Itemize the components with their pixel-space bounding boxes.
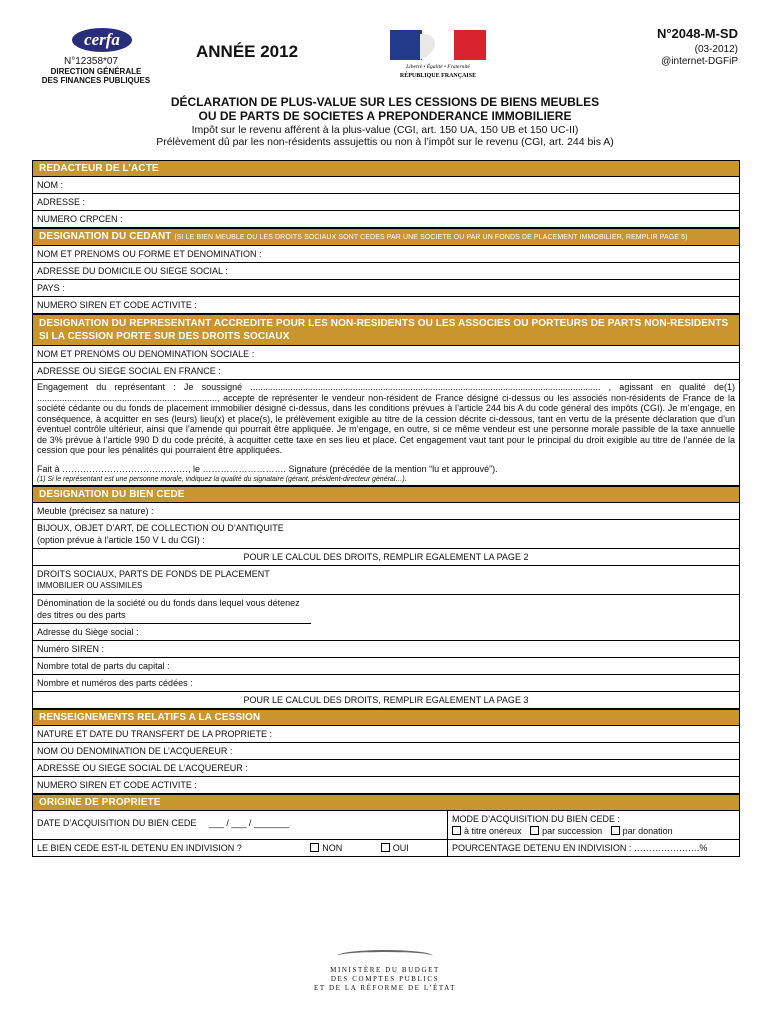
cession-adresse-field[interactable]: ADRESSE OU SIEGE SOCIAL DE L’ACQUEREUR : bbox=[33, 760, 739, 777]
donation-label: par donation bbox=[622, 825, 673, 836]
section-bien: DESIGNATION DU BIEN CEDE bbox=[33, 486, 739, 503]
marianne-logo bbox=[390, 30, 486, 80]
origine-row1 bbox=[33, 811, 739, 840]
form-version: (03-2012) bbox=[694, 44, 738, 55]
footnote: (1) Si le représentant est une personne morale, indiquez la qualité du signataire (gérant, président-directeur général…). bbox=[33, 476, 739, 486]
oui-label: OUI bbox=[392, 842, 409, 853]
non-checkbox[interactable] bbox=[310, 843, 319, 852]
subtitle-line2: Prélèvement dû par les non-résidents assujettis ou non à l’impôt sur le revenu (CGI, art. 244 bis A) bbox=[156, 136, 614, 148]
republique-label: RÉPUBLIQUE FRANÇAISE bbox=[399, 73, 477, 79]
cession-acquereur-field[interactable]: NOM OU DENOMINATION DE L’ACQUEREUR : bbox=[33, 743, 739, 760]
ministere-line1: MINISTÈRE DU BUDGET bbox=[330, 966, 440, 974]
indivision-field bbox=[33, 840, 448, 856]
indivision-label: LE BIEN CEDE EST-IL DETENU EN INDIVISION ? bbox=[37, 842, 242, 853]
cedant-pays-field[interactable]: PAYS : bbox=[33, 280, 739, 297]
redacteur-nom-field[interactable]: NOM : bbox=[33, 177, 739, 194]
adresse-siege-field[interactable]: Adresse du Siège social : bbox=[33, 624, 739, 641]
form-version-block bbox=[661, 44, 738, 68]
bien-droits-field[interactable] bbox=[33, 566, 739, 595]
succession-checkbox[interactable] bbox=[530, 826, 539, 835]
denomination-field[interactable]: Dénomination de la société ou du fonds dans lequel vous détenez des titres ou des parts bbox=[33, 595, 311, 624]
date-acquisition-field[interactable] bbox=[33, 811, 448, 839]
bien-bijoux-note: (option prévue à l’article 150 V L du CGI) : bbox=[37, 534, 205, 545]
ministere-emblem bbox=[337, 950, 433, 962]
ministere-line2: DES COMPTES PUBLICS bbox=[330, 975, 440, 983]
signature-line[interactable]: Fait à ……………………………………, le ………………………. Signature (précédée de la mention “lu et approuvé”). bbox=[37, 463, 498, 474]
pourcentage-label: POURCENTAGE DETENU EN INDIVISION : ………………….% bbox=[452, 842, 708, 853]
section-cession: RENSEIGNEMENTS RELATIFS A LA CESSION bbox=[33, 709, 739, 726]
cerfa-number: N°12358*07 bbox=[64, 56, 119, 67]
bien-droits-label: DROITS SOCIAUX, PARTS DE FONDS DE PLACEMENT bbox=[37, 568, 270, 579]
section-origine: ORIGINE DE PROPRIETE bbox=[33, 794, 739, 811]
page2-instruction: POUR LE CALCUL DES DROITS, REMPLIR EGALEMENT LA PAGE 2 bbox=[33, 549, 739, 566]
year-title: ANNÉE 2012 bbox=[196, 42, 299, 61]
nombre-total-field[interactable]: Nombre total de parts du capital : bbox=[33, 658, 739, 675]
direction-line1: DIRECTION GÉNÉRALE bbox=[50, 67, 142, 76]
mode-acquisition-field bbox=[448, 811, 739, 839]
cession-nature-field[interactable]: NATURE ET DATE DU TRANSFERT DE LA PROPRIETE : bbox=[33, 726, 739, 743]
subtitle-line1: Impôt sur le revenu afférent à la plus-value (CGI, art. 150 UA, 150 UB et 150 UC-II) bbox=[191, 124, 579, 136]
bien-bijoux-field[interactable] bbox=[33, 520, 739, 549]
date-acquisition-label: DATE D’ACQUISITION DU BIEN CEDE bbox=[37, 817, 197, 828]
siren-field[interactable]: Numéro SIREN : bbox=[33, 641, 739, 658]
section-redacteur: REDACTEUR DE L’ACTE bbox=[33, 161, 739, 177]
direction-label bbox=[40, 67, 152, 85]
bien-bijoux-label: BIJOUX, OBJET D’ART, DE COLLECTION OU D’ANTIQUITE bbox=[37, 522, 284, 533]
page3-instruction: POUR LE CALCUL DES DROITS, REMPLIR EGALEMENT LA PAGE 3 bbox=[33, 692, 739, 709]
onereux-checkbox[interactable] bbox=[452, 826, 461, 835]
bien-droits-label2: IMMOBILIER OU ASSIMILES bbox=[37, 580, 143, 590]
nombre-cedees-field[interactable]: Nombre et numéros des parts cédées : bbox=[33, 675, 739, 692]
cedant-adresse-field[interactable]: ADRESSE DU DOMICILE OU SIEGE SOCIAL : bbox=[33, 263, 739, 280]
title-line1: DÉCLARATION DE PLUS-VALUE SUR LES CESSIONS DE BIENS MEUBLES bbox=[170, 95, 600, 109]
form-source: @internet-DGFiP bbox=[661, 56, 738, 67]
title-line2: OU DE PARTS DE SOCIETES A PREPONDERANCE IMMOBILIERE bbox=[198, 109, 572, 123]
cession-siren-field[interactable]: NUMERO SIREN ET CODE ACTIVITE : bbox=[33, 777, 739, 794]
marianne-motto: Liberté • Égalité • Fraternité bbox=[406, 64, 470, 70]
direction-line2: DES FINANCES PUBLIQUES bbox=[41, 76, 151, 85]
ministere-line3: ET DE LA RÉFORME DE L’ÉTAT bbox=[314, 984, 456, 992]
ministere-logo bbox=[310, 950, 460, 993]
date-acquisition-blank[interactable]: ___ / ___ / _______ bbox=[208, 817, 289, 828]
bien-meuble-field[interactable]: Meuble (précisez sa nature) : bbox=[33, 503, 739, 520]
cerfa-logo: cerfa bbox=[72, 28, 132, 52]
representant-adresse-field[interactable]: ADRESSE OU SIEGE SOCIAL EN FRANCE : bbox=[33, 363, 739, 380]
section-representant: DESIGNATION DU REPRESENTANT ACCREDITE POUR LES NON-RESIDENTS OU LES ASSOCIES OU PORTEURS DE PARTS NON-RESIDENTS SI LA CESSION PORTE SUR DES DROITS SOCIAUX bbox=[33, 314, 739, 346]
redacteur-crpcen-field[interactable]: NUMERO CRPCEN : bbox=[33, 211, 739, 228]
mode-acquisition-options bbox=[452, 825, 735, 837]
succession-label: par succession bbox=[542, 825, 603, 836]
declaration-form bbox=[32, 160, 740, 857]
redacteur-adresse-field[interactable]: ADRESSE : bbox=[33, 194, 739, 211]
engagement-paragraph[interactable]: Engagement du représentant : Je soussigné ............................................................................................................................................ , agissant en qualité de(1) ........................................................................, accepte de représenter le vendeur non-résident de France désigné ci-dessus ou les associés non-résidents de France de la société cédante ou du fonds de placement immobilier désigné ci-dessus, dans les conditions prévues à l’article 244 bis A du code général des impôts (CGI). Je m’engage, en conséquence, à acquitter en ses (leurs) lieu(x) et place(s), le prélèvement exigible au titre de la cession décrite ci-dessous, tant en vertu de la présente déclaration que d’un éventuel contrôle ultérieur, ainsi que l’amende qui pourrait être appliquée. Je m’engage, en outre, si ce même vendeur est une personne morale passible de la taxe annuelle de 3% prévue à l’article 990 D du code précité, à acquitter cette taxe en ses lieu et place. Cet engagement vaut tant pour le principal du droit exigible au titre de l’année de la cession que pour les pénalités qui pourraient être appliquées. bbox=[37, 382, 735, 455]
cedant-siren-field[interactable]: NUMERO SIREN ET CODE ACTIVITE : bbox=[33, 297, 739, 314]
pourcentage-field[interactable] bbox=[448, 840, 739, 856]
oui-checkbox[interactable] bbox=[381, 843, 390, 852]
mode-acquisition-label: MODE D’ACQUISITION DU BIEN CEDE : bbox=[452, 813, 621, 824]
non-label: NON bbox=[322, 842, 343, 853]
donation-checkbox[interactable] bbox=[611, 826, 620, 835]
form-number: N°2048-M-SD bbox=[656, 26, 738, 41]
section-cedant-title: DESIGNATION DU CEDANT bbox=[39, 231, 172, 242]
onereux-label: à titre onéreux bbox=[464, 825, 522, 836]
cedant-nom-field[interactable]: NOM ET PRENOMS OU FORME ET DENOMINATION : bbox=[33, 246, 739, 263]
origine-row2 bbox=[33, 840, 739, 856]
section-cedant-note: (SI LE BIEN MEUBLE OU LES DROITS SOCIAUX SONT CEDES PAR UNE SOCIETE OU PAR UN FONDS DE PLACEMENT IMMOBILIER, REMPLIR PAGE 5) bbox=[174, 234, 688, 241]
representant-nom-field[interactable]: NOM ET PRENOMS OU DENOMINATION SOCIALE : bbox=[33, 346, 739, 363]
section-cedant bbox=[33, 228, 739, 246]
